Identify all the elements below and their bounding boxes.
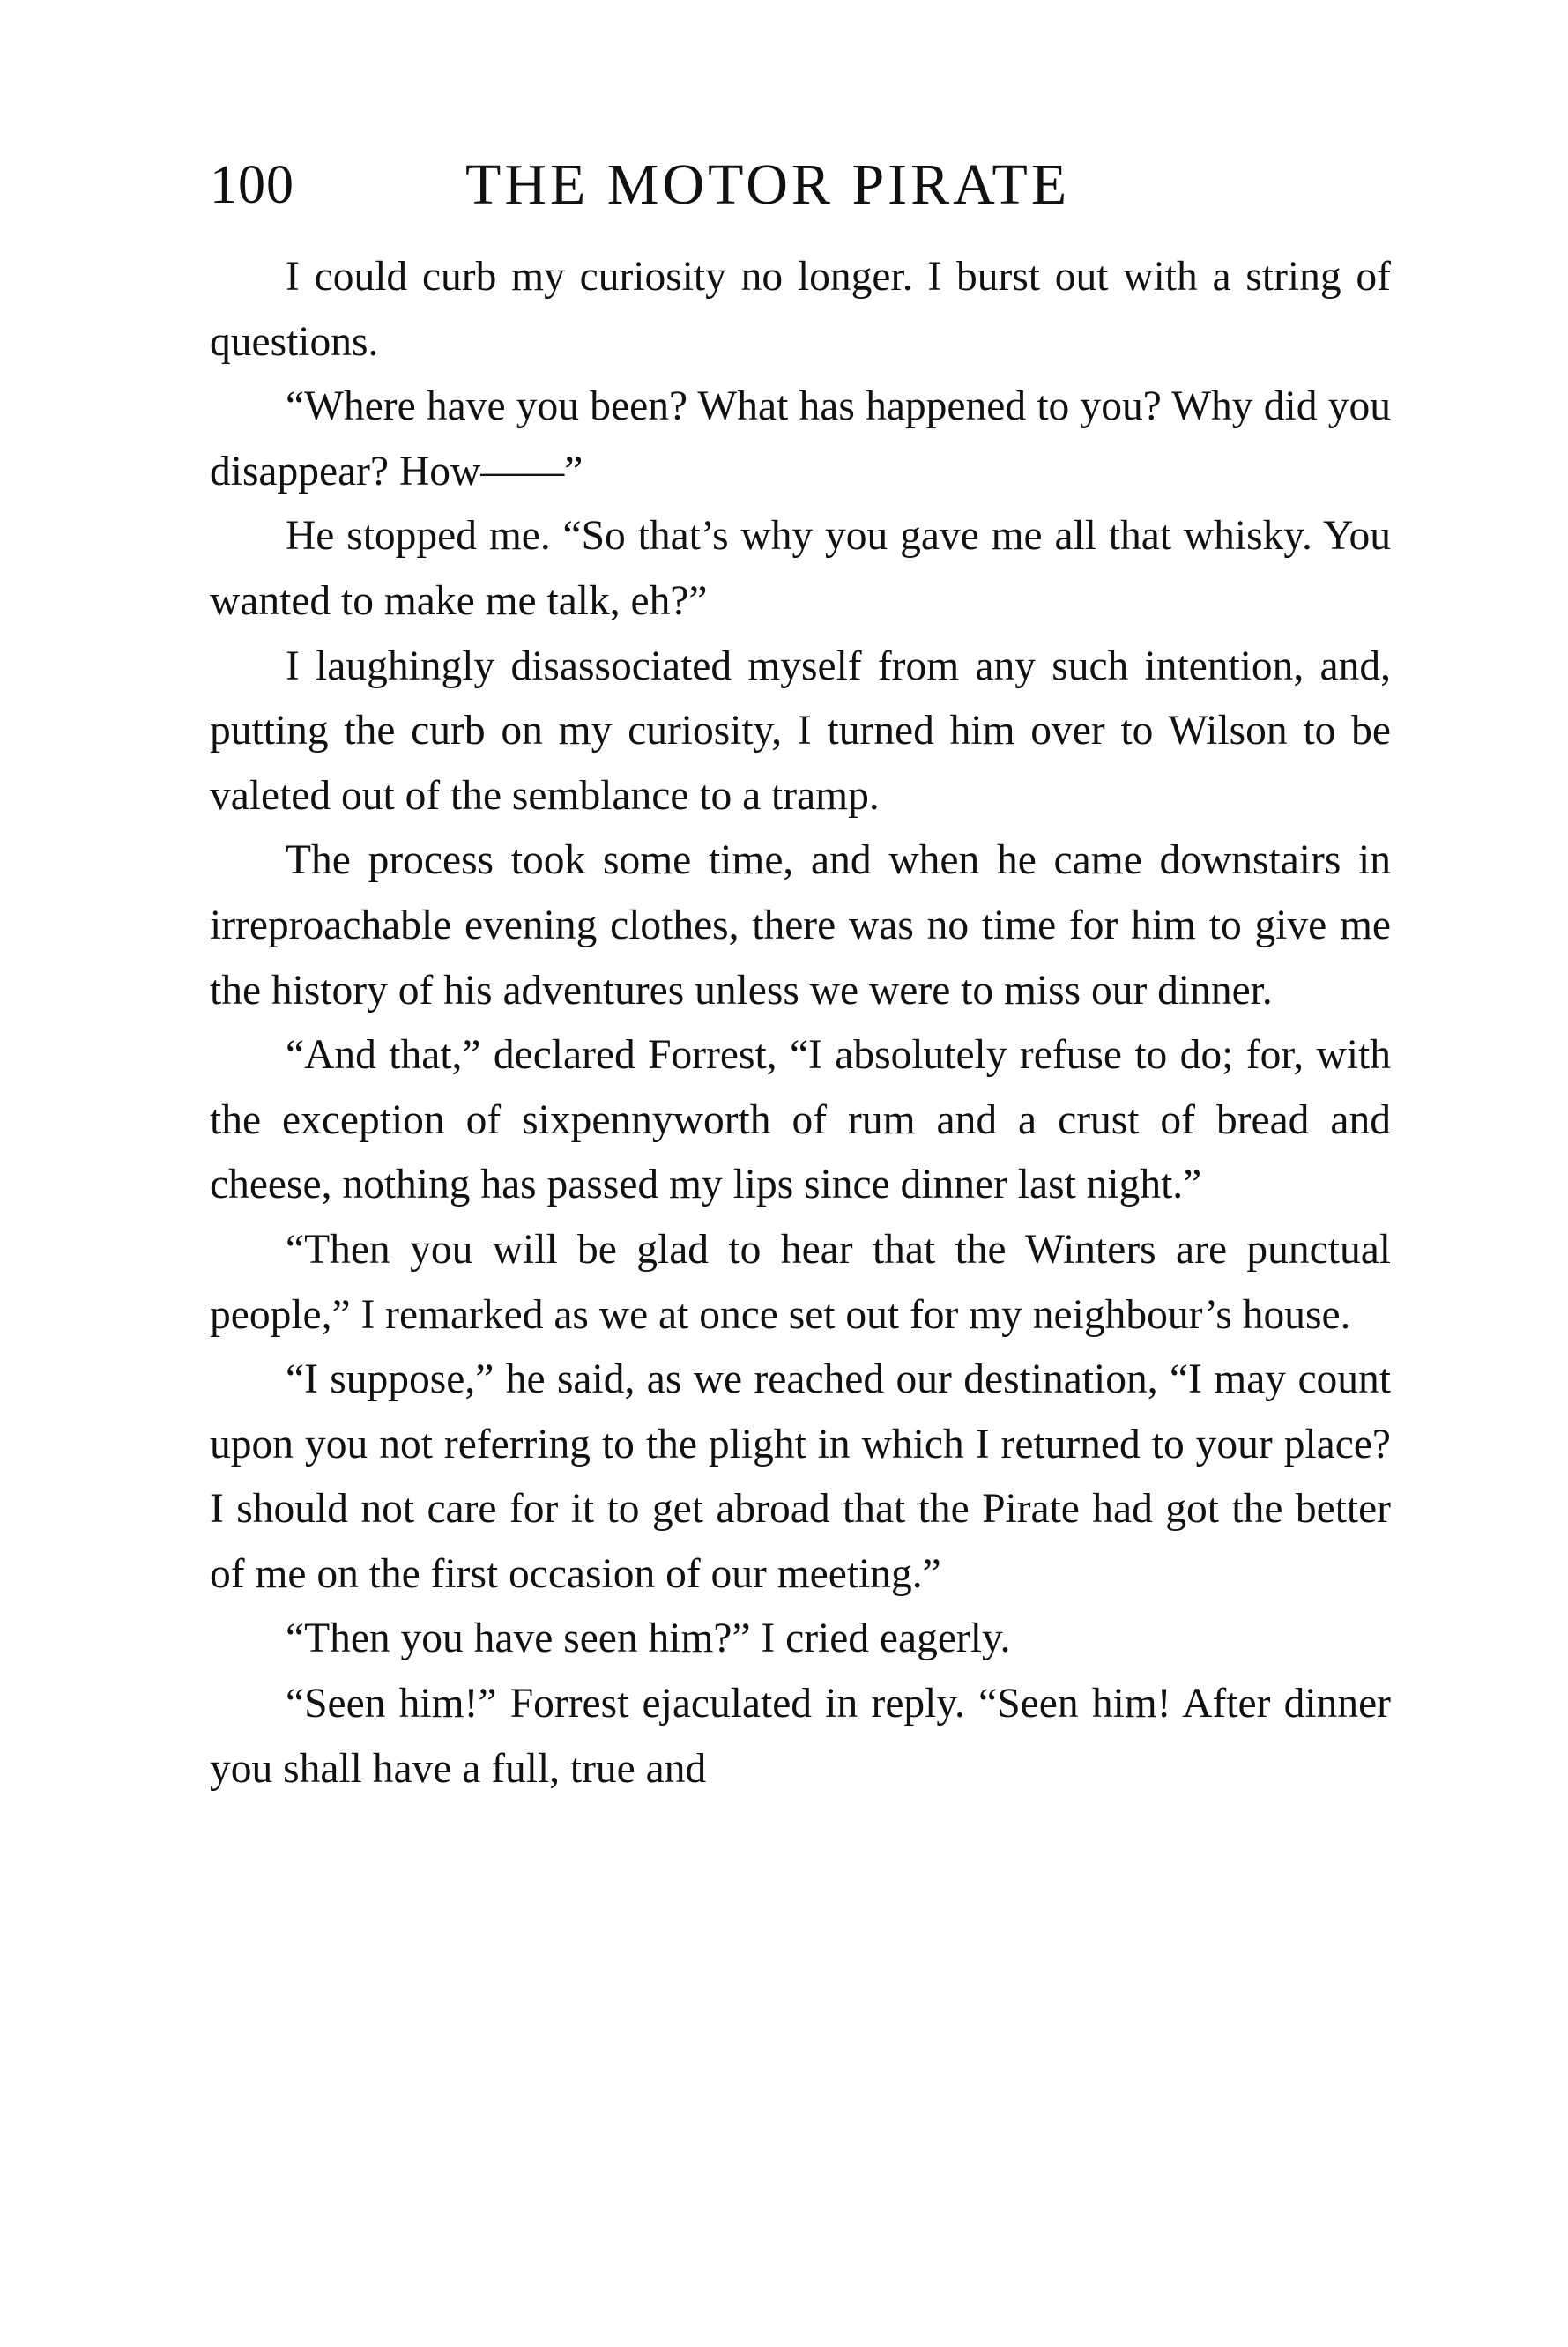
paragraph-9: “Then you have seen him?” I cried eagerly. <box>286 1615 1011 1662</box>
paragraph-7: “Then you will be glad to hear that the Winters are punctual people,” I remarked as we at once set out for my neighbour’s house. <box>210 1226 1391 1338</box>
paragraph-2: “Where have you been? What has happened to you? Why did you disappear? How——” <box>210 383 1391 494</box>
paragraph-4: I laughingly disassociated myself from any such intention, and, putting the curb on my curiosity, I turned him over to Wilson to be valeted out of the semblance to a tramp. <box>210 642 1391 819</box>
body-text <box>210 245 1391 1801</box>
book-title: THE MOTOR PIRATE <box>465 152 1071 217</box>
page-number: 100 <box>210 155 294 215</box>
paragraph-5: The process took some time, and when he came downstairs in irreproachable evening clothes, there was no time for him to give me the history of his adventures unless we were to miss our dinner. <box>210 837 1391 1014</box>
paragraph-1: I could curb my curiosity no longer. I burst out with a string of questions. <box>210 254 1391 365</box>
paragraph-3: He stopped me. “So that’s why you gave me all that whisky. You wanted to make me talk, eh?” <box>210 513 1391 624</box>
running-head <box>210 145 1391 225</box>
paragraph-10: “Seen him!” Forrest ejaculated in reply. “Seen him! After dinner you shall have a full, true and <box>210 1681 1391 1792</box>
paragraph-6: “And that,” declared Forrest, “I absolutely refuse to do; for, with the exception of sixpennyworth of rum and a crust of bread and cheese, nothing has passed my lips since dinner last night.” <box>210 1032 1391 1208</box>
paragraph-8: “I suppose,” he said, as we reached our destination, “I may count upon you not referring to the plight in which I returned to your place? I should not care for it to get abroad that the Pirate had got the better of me on the first occasion of our meeting.” <box>210 1356 1391 1597</box>
